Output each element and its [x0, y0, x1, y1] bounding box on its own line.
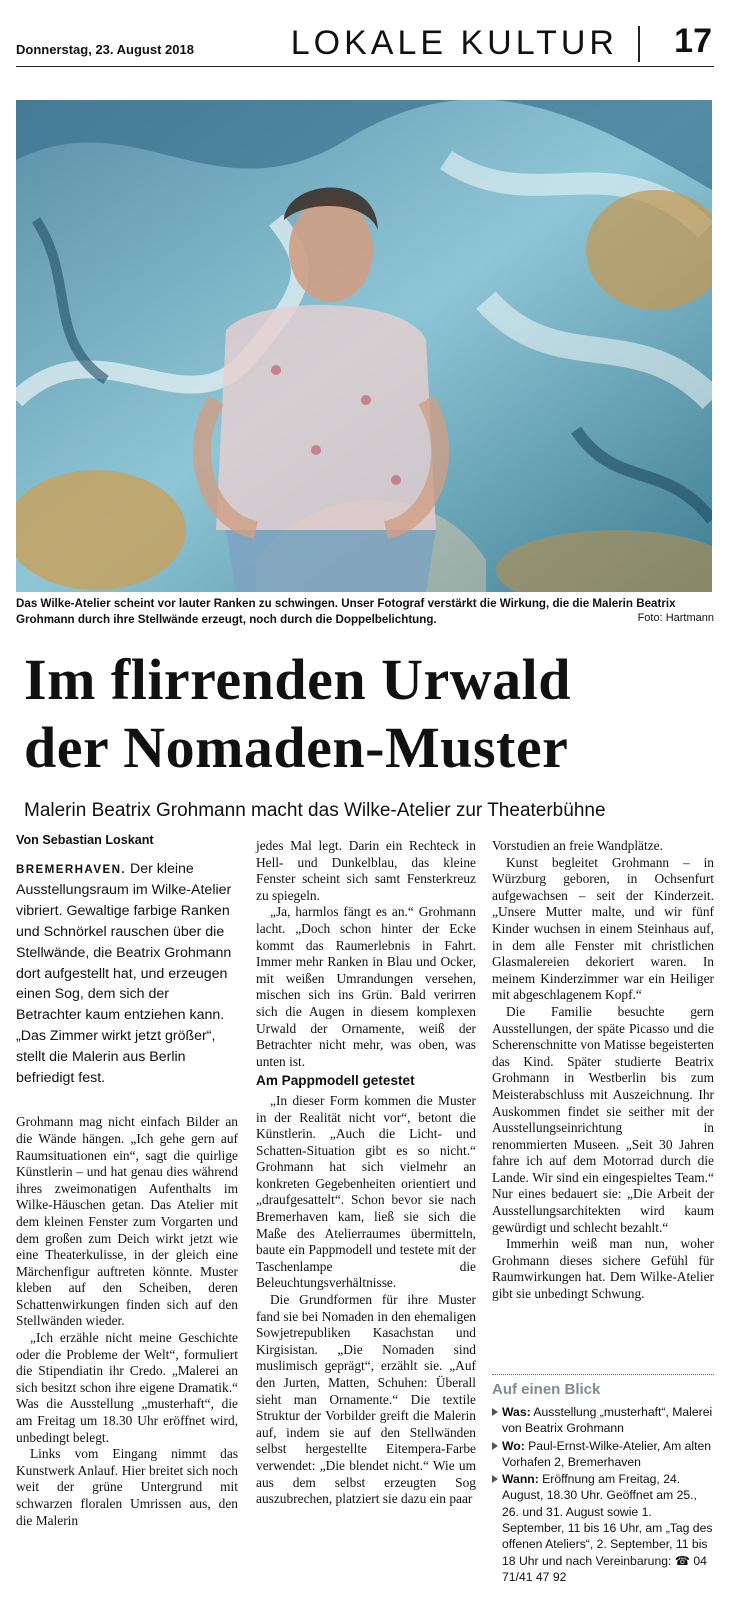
dateline: BREMERHAVEN. [16, 862, 126, 876]
caption-end: . [433, 613, 437, 626]
info-item-what [492, 1404, 714, 1437]
masthead [16, 20, 714, 67]
info-text: Ausstellung „musterhaft“, Malerei von Beatrix Grohmann [502, 1405, 713, 1436]
photo-caption [16, 596, 712, 628]
double-exposure-image [16, 100, 712, 592]
article-photo [16, 100, 712, 592]
info-label: Wann: [502, 1472, 539, 1487]
lead-text: Der kleine Ausstellungsraum im Wilke-Atelier vibriert. Gewaltige farbige Ranken und Schnörkel rauschen über die Stellwände, die Beatrix Grohmann dort aufgestellt hat, und erzeugen einen Sog, dem sich der Betrachter kaum entziehen kann. „Das Zimmer wirkt jetzt größer“, stellt die Malerin aus Berlin befriedigt fest. [16, 860, 232, 1086]
article-column-1 [16, 832, 238, 1529]
info-box [492, 1374, 714, 1586]
info-text: Eröffnung am Freitag, 24. August, 18.30 Uhr. Geöffnet am 25., 26. und 31. August sowie 1. September, 11 bis 16 Uhr, am „Tag des offenen Ateliers“, 2. September, 11 bis 18 Uhr und nach Vereinbarung: ☎ 04 71/41 47 92 [502, 1472, 713, 1584]
paragraph: jedes Mal legt. Darin ein Rechteck in Hell- und Dunkelblau, das kleine Fenster scheint sich samt Fensterkreuz zu spiegeln. [256, 838, 476, 903]
info-text: Paul-Ernst-Wilke-Atelier, Am alten Vorhafen 2, Bremerhaven [502, 1438, 712, 1469]
headline-line-2: der Nomaden-Muster [24, 715, 569, 780]
paragraph: „Ich erzähle nicht meine Geschichte oder die Probleme der Welt“, formuliert die Stipendiatin ihr Credo. „Malerei an sich besitzt schon ihre eigene Dramatik.“ Was die Ausstellung „musterhaft“, die am Freitag um 18.30 Uhr eröffnet wird, unbedingt belegt. [16, 1330, 238, 1445]
triangle-bullet-icon [492, 1442, 498, 1450]
caption-text: Das Wilke-Atelier scheint vor lauter Ranken zu schwingen. Unser Fotograf verstärkt die Wirkung, die die Malerin Beatrix Grohmann durch ihre Stellwände erzeugt, noch [16, 597, 676, 626]
page-number: 17 [674, 22, 712, 60]
paragraph: Kunst begleitet Grohmann – in Würzburg geboren, in Ochsenfurt aufgewachsen – seit der Kinderzeit. „Unsere Mutter malte, und wir fünf Kinder wuchsen in einem Steinhaus auf, in dem alle Fenster mit christlichen Glasmalereien dekoriert waren. In meinem Kinderzimmer war ein Heiliger mit abgeschlagenem Kopf.“ [492, 854, 714, 1003]
section-title: LOKALE KULTUR [290, 24, 618, 62]
headline-line-1: Im flirrenden Urwald [24, 647, 572, 712]
article-column-2 [256, 838, 476, 1508]
paragraph: „In dieser Form kommen die Muster in der Realität nicht vor“, betont die Künstlerin. „Auch die Licht- und Schatten-Situation gibt es so nicht.“ Grohmann hat sich vielmehr an konkreten Gegebenheiten orientiert und „draufgesattelt“. Schon bevor sie nach Bremerhaven kam, ließ sie sich die Maße des Atelierraumes übermitteln, baute ein Pappmodell und testete mit der Taschenlampe die Beleuchtungsverhältnisse. [256, 1092, 476, 1291]
info-box-title: Auf einen Blick [492, 1381, 601, 1398]
info-label: Wo: [502, 1438, 525, 1453]
paragraph: Links vom Eingang nimmt das Kunstwerk Anlauf. Hier breitet sich noch weit der grüne Untergrund mit schwarzen floralen Umrissen aus, den die Malerin [16, 1446, 238, 1528]
article-column-3 [492, 838, 714, 1303]
masthead-divider [638, 26, 640, 62]
triangle-bullet-icon [492, 1475, 498, 1483]
headline [24, 646, 724, 782]
info-label: Was: [502, 1405, 531, 1419]
byline: Von Sebastian Loskant [16, 833, 154, 847]
photo-credit: Foto: Hartmann [637, 612, 714, 624]
paragraph: Immerhin weiß man nun, woher Grohmann dieses sichere Gefühl für Raumwirkungen hat. Dem Wilke-Atelier gibt sie unbedingt Schwung. [492, 1236, 714, 1302]
paragraph: Grohmann mag nicht einfach Bilder an die Wände hängen. „Ich gehe gern auf Raumsituationen ein“, sagt die quirlige Künstlerin – und hat genau dies während ihres zweimonatigen Aufenthalts im Wilke-Häuschen getan. Das Atelier mit dem kleinen Fenster zum Vorgarten und dem großen zum Deich wirkt jetzt wie eine Theaterkulisse, in der gleich eine Märchenfigur auftreten könnte. Muster kleben auf den Scheiben, deren Schattenwirkungen finden sich auf den Stellwänden wieder. [16, 1114, 238, 1329]
subheadline: Malerin Beatrix Grohmann macht das Wilke-Atelier zur Theaterbühne [24, 800, 606, 821]
triangle-bullet-icon [492, 1408, 498, 1416]
info-item-when [492, 1471, 714, 1585]
issue-date: Donnerstag, 23. August 2018 [16, 42, 194, 57]
caption-emphasis: durch die Doppelbelichtung [280, 613, 434, 626]
paragraph: Vorstudien an freie Wandplätze. [492, 838, 663, 853]
paragraph: Die Grundformen für ihre Muster fand sie bei Nomaden in den ehemaligen Sowjetrepubliken Kasachstan und Kirgisistan. „Die Nomaden sind muslimisch geprägt“, erzählt sie. „Auf den Jurten, Matten, Schuhen: Überall sieht man Ornamente.“ Die textile Struktur der Vorbilder greift die Malerin auf, indem sie auf den Stellwänden selbst hergestellte Eitempera-Farbe verwendet: „Die blendet nicht.“ Wie um aus dem selbst erzeugten Sog auszubrechen, platziert sie dazu ein paar [256, 1292, 476, 1507]
paragraph: Die Familie besuchte gern Ausstellungen, der späte Picasso und die Scherenschnitte von Matisse begeisterten das Kind. Später studierte Beatrix Grohmann in Westberlin bis zum Meisterabschluss mit Auszeichnung. Ihr Auskommen findet sie seither mit der Ausstellungseinrichtung in renommierten Museen. „Seit 30 Jahren fahre ich auf dem Motorrad durch die Lande. Wir sind ein eingespieltes Team.“ Nur eines bedauert sie: „Die Arbeit der Ausstellungsarchitekten wird kaum gewürdigt und schlecht bezahlt.“ [492, 1003, 714, 1235]
info-item-where [492, 1438, 714, 1471]
crosshead: Am Pappmodell getestet [256, 1073, 415, 1089]
paragraph: „Ja, harmlos fängt es an.“ Grohmann lacht. „Doch schon hinter der Ecke kommt das Raumerlebnis in Fahrt. Immer mehr Ranken in Blau und Ocker, mit weißen Umrandungen versehen, mischen sich ins Grün. Bald verirren sich die Augen in diesem komplexen Urwald der Ornamente, weiß der Betrachter nicht mehr, was oben, was unten ist. [256, 904, 476, 1069]
lead-paragraph [16, 859, 238, 1089]
